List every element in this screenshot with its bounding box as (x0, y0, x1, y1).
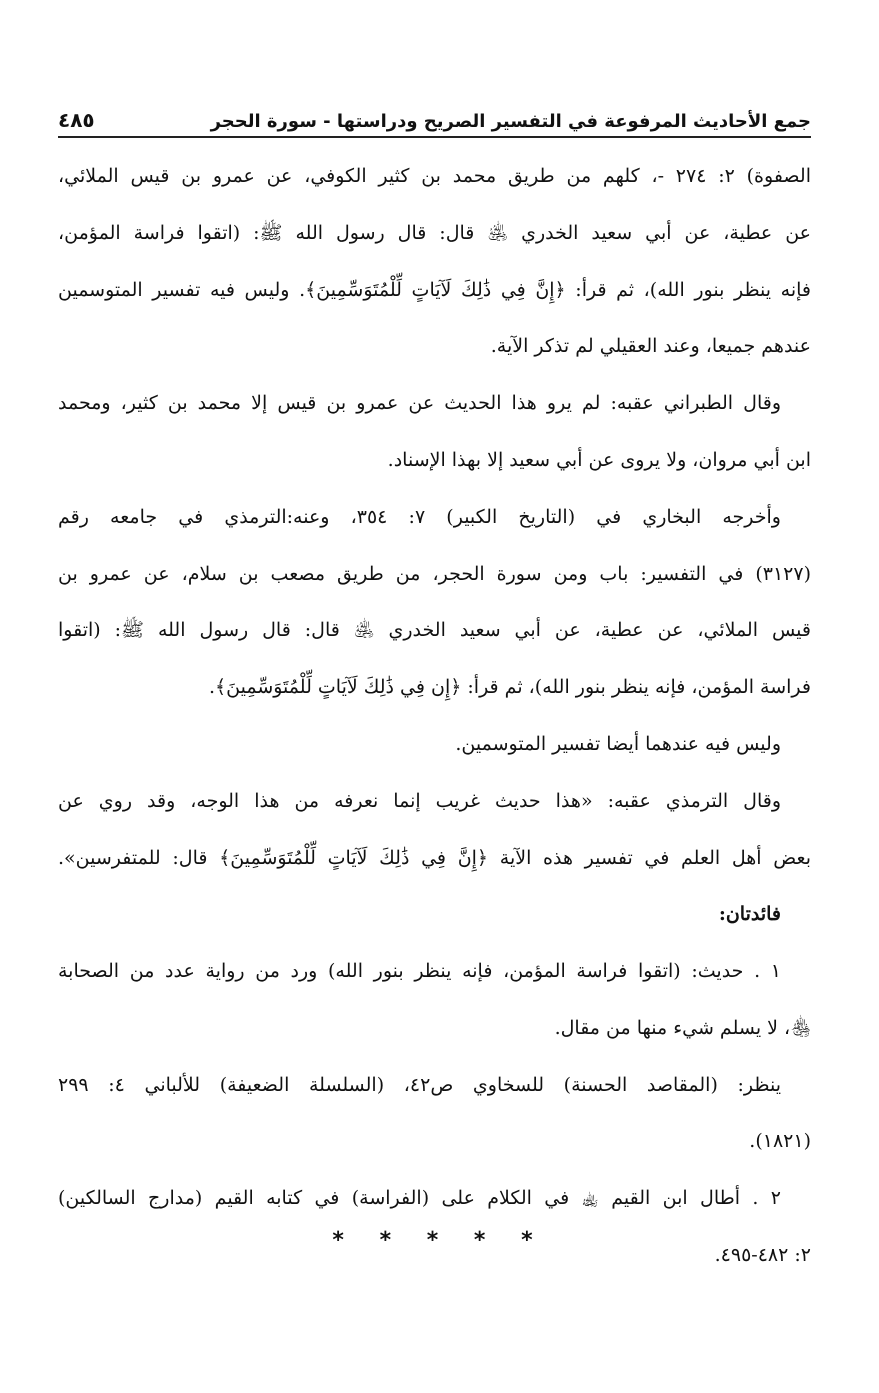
text-line: بعض أهل العلم في تفسير هذه الآية ﴿إِنَّ فِي ذَٰلِكَ لَآيَاتٍ لِّلْمُتَوَسِّمِينَ﴾ قال: للمتفرسين». (58, 846, 811, 869)
text-line: وقال الترمذي عقبه: «هذا حديث غريب إنما نعرفه من هذا الوجه، وقد روي عن (58, 789, 781, 812)
text-line: ﵃، لا يسلم شيء منها من مقال. (554, 1016, 811, 1039)
page-header (58, 92, 811, 138)
text-line: قيس الملائي، عن عطية، عن أبي سعيد الخدري ﵁ قال: قال رسول الله ﷺ: (اتقوا (58, 619, 811, 642)
text-line: ينظر: (المقاصد الحسنة) للسخاوي ص٤٢، (السلسلة الضعيفة) للألباني ٤: ٢٩٩ (58, 1073, 781, 1096)
text-line: ٢: ٤٨٢-٤٩٥. (714, 1244, 811, 1267)
text-line: ١ . حديث: (اتقوا فراسة المؤمن، فإنه ينظر بنور الله) ورد من رواية عدد من الصحابة (58, 960, 781, 983)
end-of-section-asterisks: * * * * * (332, 1228, 547, 1253)
text-line: وقال الطبراني عقبه: لم يرو هذا الحديث عن عمرو بن قيس إلا محمد بن كثير، ومحمد (58, 392, 781, 415)
text-line: (١٨٢١). (749, 1130, 811, 1153)
text-line: الصفوة) ٢: ٢٧٤ -، كلهم من طريق محمد بن كثير الكوفي، عن عمرو بن قيس الملائي، (58, 165, 811, 187)
text-line: ٢ . أطال ابن القيم ﵀ في الكلام على (الفراسة) في كتابه القيم (مدارج السالكين) (58, 1187, 781, 1210)
page-number: ٤٨٥ (58, 108, 95, 132)
running-title: جمع الأحاديث المرفوعة في التفسير الصريح ودراستها - سورة الحجر (210, 111, 811, 132)
text-line: عندهم جميعا، وعند العقيلي لم تذكر الآية. (490, 335, 811, 358)
text-line: فإنه ينظر بنور الله)، ثم قرأ: ﴿إِنَّ فِي ذَٰلِكَ لَآيَاتٍ لِّلْمُتَوَسِّمِينَ﴾. وليس فيه تفسير المتوسمين (58, 278, 811, 301)
text-line: (٣١٢٧) في التفسير: باب ومن سورة الحجر، من طريق مصعب بن سلام، عن عمرو بن (58, 562, 811, 585)
text-line: فراسة المؤمن، فإنه ينظر بنور الله)، ثم قرأ: ﴿إِن فِي ذَٰلِكَ لَآيَاتٍ لِّلْمُتَوَسِّمِينَ﴾. (208, 676, 811, 699)
text-line: ابن أبي مروان، ولا يروى عن أبي سعيد إلا بهذا الإسناد. (387, 448, 811, 471)
text-line: وأخرجه البخاري في (التاريخ الكبير) ٧: ٣٥٤، وعنه:الترمذي في جامعه رقم (58, 505, 781, 528)
section-heading: فائدتان: (718, 903, 781, 926)
text-line: وليس فيه عندهما أيضا تفسير المتوسمين. (455, 732, 781, 755)
page-body (58, 148, 811, 1284)
text-line: عن عطية، عن أبي سعيد الخدري ﵁ قال: قال رسول الله ﷺ: (اتقوا فراسة المؤمن، (58, 221, 811, 244)
